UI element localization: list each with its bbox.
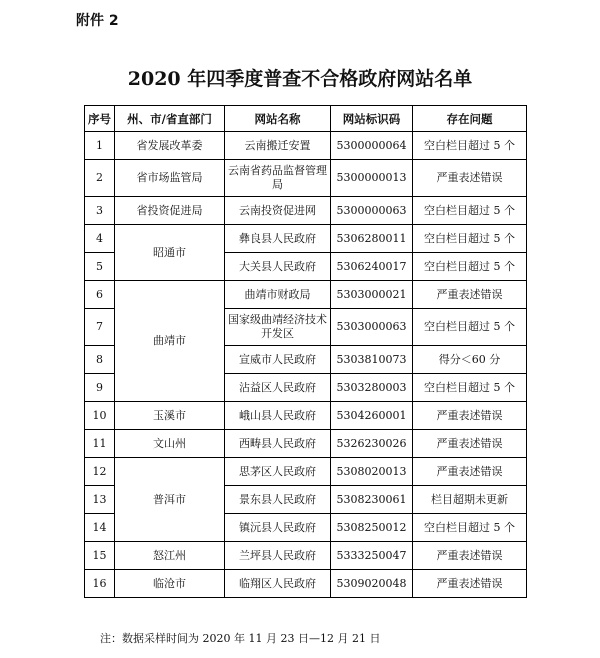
row-site-code: 5304260001 [331,402,413,430]
row-department: 昭通市 [115,225,225,281]
row-site-code: 5309020048 [331,570,413,598]
table-row [85,402,527,430]
row-site-name: 思茅区人民政府 [225,458,331,486]
row-site-name: 云南省药品监督管理局 [225,160,331,197]
row-number: 2 [85,160,115,197]
row-issue: 得分＜60 分 [413,346,527,374]
header-department: 州、市/省直部门 [115,106,225,132]
row-number: 14 [85,514,115,542]
row-site-code: 5306280011 [331,225,413,253]
row-site-code: 5300000064 [331,132,413,160]
row-site-name: 彝良县人民政府 [225,225,331,253]
row-site-name: 镇沅县人民政府 [225,514,331,542]
row-number: 10 [85,402,115,430]
row-site-code: 5333250047 [331,542,413,570]
row-issue: 空白栏目超过 5 个 [413,309,527,346]
table-row [85,225,527,253]
row-department: 玉溪市 [115,402,225,430]
row-issue: 严重表述错误 [413,281,527,309]
row-number: 5 [85,253,115,281]
row-number: 1 [85,132,115,160]
row-site-name: 曲靖市财政局 [225,281,331,309]
row-number: 3 [85,197,115,225]
row-department: 文山州 [115,430,225,458]
row-site-name: 沾益区人民政府 [225,374,331,402]
row-site-name: 峨山县人民政府 [225,402,331,430]
table-row [85,458,527,486]
row-issue: 严重表述错误 [413,570,527,598]
row-site-name: 大关县人民政府 [225,253,331,281]
row-department: 省发展改革委 [115,132,225,160]
row-department: 曲靖市 [115,281,225,402]
sampling-note: 注：数据采样时间为 2020 年 11 月 23 日—12 月 21 日 [100,632,381,645]
row-issue: 栏目超期未更新 [413,486,527,514]
row-site-code: 5326230026 [331,430,413,458]
row-issue: 空白栏目超过 5 个 [413,225,527,253]
row-number: 16 [85,570,115,598]
row-site-code: 5300000013 [331,160,413,197]
row-site-name: 景东县人民政府 [225,486,331,514]
header-issue: 存在问题 [413,106,527,132]
header-site-code: 网站标识码 [331,106,413,132]
row-issue: 严重表述错误 [413,160,527,197]
header-site-name: 网站名称 [225,106,331,132]
row-number: 4 [85,225,115,253]
row-number: 6 [85,281,115,309]
row-site-name: 兰坪县人民政府 [225,542,331,570]
row-department: 省市场监管局 [115,160,225,197]
table-row [85,570,527,598]
row-department: 怒江州 [115,542,225,570]
attachment-label: 附件 2 [76,13,119,29]
table-row [85,197,527,225]
row-issue: 严重表述错误 [413,458,527,486]
row-site-code: 5308250012 [331,514,413,542]
table-row [85,160,527,197]
row-issue: 空白栏目超过 5 个 [413,132,527,160]
row-site-code: 5308230061 [331,486,413,514]
row-department: 临沧市 [115,570,225,598]
row-site-name: 云南搬迁安置 [225,132,331,160]
row-department: 普洱市 [115,458,225,542]
row-site-name: 临翔区人民政府 [225,570,331,598]
row-site-name: 宣威市人民政府 [225,346,331,374]
row-issue: 严重表述错误 [413,542,527,570]
row-site-code: 5308020013 [331,458,413,486]
row-number: 7 [85,309,115,346]
table-row [85,542,527,570]
row-site-code: 5306240017 [331,253,413,281]
row-site-name: 云南投资促进网 [225,197,331,225]
row-site-code: 5303810073 [331,346,413,374]
row-site-code: 5303000063 [331,309,413,346]
row-site-name: 西畴县人民政府 [225,430,331,458]
row-issue: 严重表述错误 [413,402,527,430]
table-row [85,430,527,458]
row-issue: 空白栏目超过 5 个 [413,197,527,225]
row-number: 8 [85,346,115,374]
row-site-name: 国家级曲靖经济技术开发区 [225,309,331,346]
row-number: 12 [85,458,115,486]
row-issue: 空白栏目超过 5 个 [413,253,527,281]
row-number: 11 [85,430,115,458]
row-issue: 空白栏目超过 5 个 [413,514,527,542]
row-number: 13 [85,486,115,514]
table-row [85,132,527,160]
noncompliant-sites-table [84,105,527,598]
row-issue: 空白栏目超过 5 个 [413,374,527,402]
document-title: 2020 年四季度普查不合格政府网站名单 [127,68,473,90]
row-number: 9 [85,374,115,402]
row-site-code: 5303280003 [331,374,413,402]
row-site-code: 5300000063 [331,197,413,225]
row-department: 省投资促进局 [115,197,225,225]
row-number: 15 [85,542,115,570]
table-header-row [85,106,527,132]
row-issue: 严重表述错误 [413,430,527,458]
table-row [85,281,527,309]
header-number: 序号 [85,106,115,132]
row-site-code: 5303000021 [331,281,413,309]
